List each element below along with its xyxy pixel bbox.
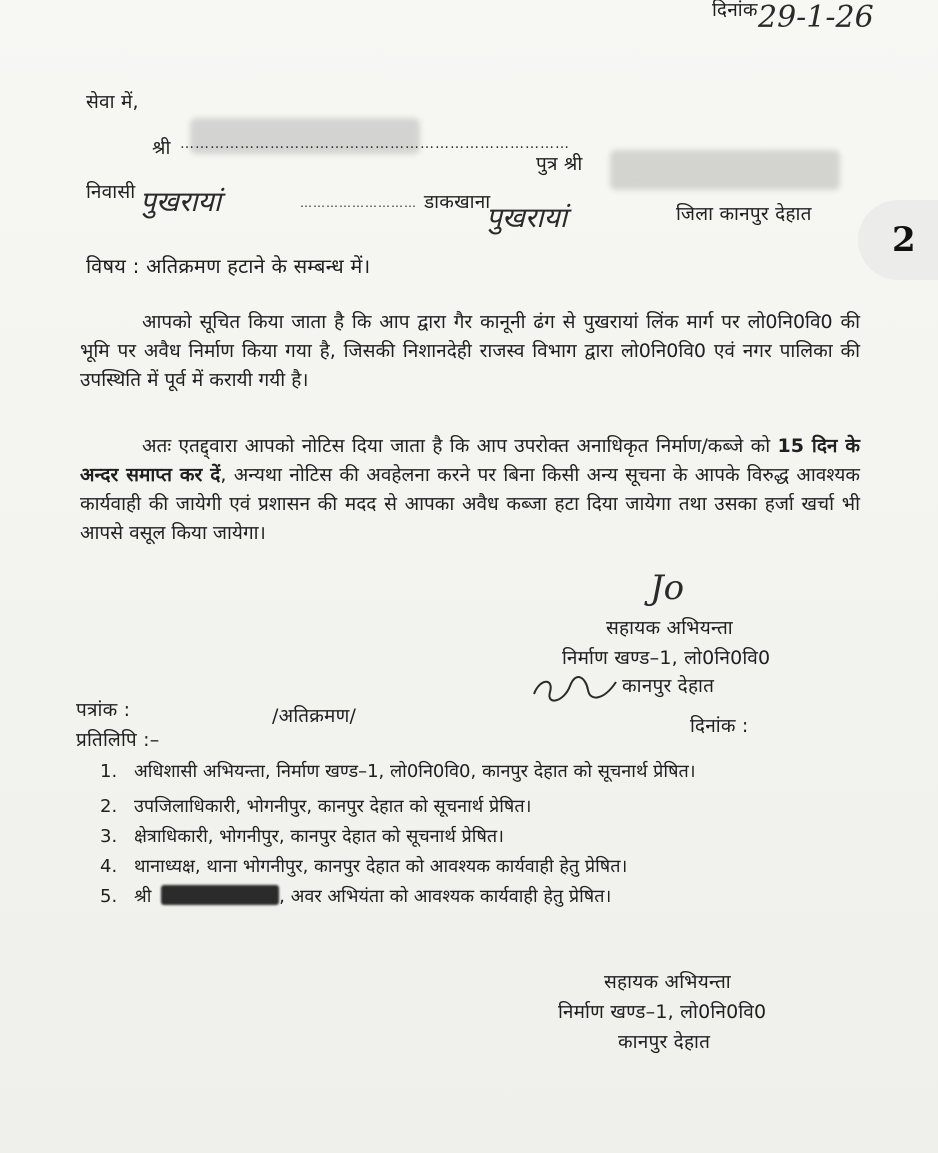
- para2-end: , अन्यथा नोटिस की अवहेलना करने पर बिना किसी अन्य सूचना के आपके विरुद्ध आवश्यक कार्यवाही की जायेगी एवं प्रशासन की मदद से आपका अवैध कब्जा हटा दिया जायेगा तथा उसका हर्जा खर्चा भी आपसे वसूल किया जायेगा।: [80, 464, 860, 544]
- list-item: [100, 792, 860, 822]
- patrank-label: पत्रांक :: [76, 699, 131, 721]
- copy-label: प्रतिलिपि :–: [76, 729, 160, 751]
- list-item-number: 4.: [100, 856, 118, 877]
- body-paragraph-1-text: आपको सूचित किया जाता है कि आप द्वारा गैर कानूनी ढंग से पुखरायां लिंक मार्ग पर लो0नि0वि0 की भूमि पर अवैध निर्माण किया गया है, जिसकी निशानदेही राजस्व विभाग द्वारा लो0नि0वि0 एवं नगर पालिका की उपस्थिति में पूर्व में करायी गयी है।: [80, 311, 860, 391]
- list-item-text: अधिशासी अभियन्ता, निर्माण खण्ड–1, लो0नि0वि0, कानपुर देहात को सूचनार्थ प्रेषित।: [134, 761, 696, 782]
- subject-line: विषय : अतिक्रमण हटाने के सम्बन्ध में।: [86, 254, 371, 278]
- signature2-location: कानपुर देहात: [618, 1031, 711, 1053]
- reference-date-label: दिनांक :: [690, 715, 749, 737]
- page-number-badge: [858, 200, 938, 280]
- salutation: सेवा में,: [86, 91, 139, 113]
- resident-value: पुखरायां: [140, 185, 222, 218]
- body-paragraph-1: [80, 308, 860, 395]
- redacted-name-box: [161, 885, 279, 905]
- header-date-label: दिनांक: [712, 0, 758, 21]
- list-item: [100, 758, 894, 786]
- list-item: [100, 852, 860, 882]
- signature1-title: सहायक अभियन्ता: [606, 617, 733, 639]
- body-paragraph-2-text: [80, 432, 860, 548]
- signature2-title: सहायक अभियन्ता: [604, 971, 731, 993]
- name-dotted-line: ……………………………………………………………………: [180, 136, 570, 152]
- name-redaction: [190, 118, 420, 154]
- list-item: [100, 822, 860, 852]
- signature1-location: कानपुर देहात: [622, 675, 715, 697]
- page-number: 2: [892, 220, 916, 260]
- signature-scribble: [530, 674, 620, 704]
- reference-category: /अतिक्रमण/: [272, 705, 357, 727]
- header-date-handwritten: 29-1-26: [758, 0, 874, 35]
- list-item-text: उपजिलाधिकारी, भोगनीपुर, कानपुर देहात को सूचनार्थ प्रेषित।: [134, 796, 532, 817]
- post-office-label: डाकखाना: [424, 191, 491, 213]
- son-of-label: पुत्र श्री: [536, 153, 583, 175]
- list-item-number: 3.: [100, 826, 118, 847]
- body-paragraph-2: [80, 432, 860, 548]
- list-item-text: थानाध्यक्ष, थाना भोगनीपुर, कानपुर देहात को आवश्यक कार्यवाही हेतु प्रेषित।: [134, 856, 628, 877]
- list-item-number: 2.: [100, 796, 118, 817]
- para2-start: अतः एतद्द्वारा आपको नोटिस दिया जाता है कि आप उपरोक्त अनाधिकृत निर्माण/कब्जे को: [142, 435, 778, 457]
- resident-label: निवासी: [86, 181, 136, 203]
- resident-dotted-line: ………………………: [300, 196, 417, 210]
- shri-label: श्री: [152, 137, 171, 159]
- father-name-redaction: [610, 150, 840, 190]
- list-item-number: 1.: [100, 761, 118, 782]
- list-item-prefix: श्री: [134, 886, 152, 907]
- list-item: [100, 882, 860, 912]
- list-item-text: , अवर अभियंता को आवश्यक कार्यवाही हेतु प्रेषित।: [279, 886, 612, 907]
- list-item-number: 5.: [100, 886, 118, 907]
- signature2-division: निर्माण खण्ड–1, लो0नि0वि0: [558, 1001, 767, 1023]
- para2-deadline: 15 दिन के अन्दर समाप्त कर दें: [80, 435, 860, 486]
- post-office-value: पुखरायां: [486, 201, 568, 234]
- list-item-text: क्षेत्राधिकारी, भोगनीपुर, कानपुर देहात को सूचनार्थ प्रेषित।: [134, 826, 504, 847]
- district-label: जिला कानपुर देहात: [676, 203, 812, 225]
- signature1-division: निर्माण खण्ड–1, लो0नि0वि0: [562, 647, 771, 669]
- copy-recipients-list: [100, 758, 860, 912]
- signature-initials: Jo: [650, 568, 685, 608]
